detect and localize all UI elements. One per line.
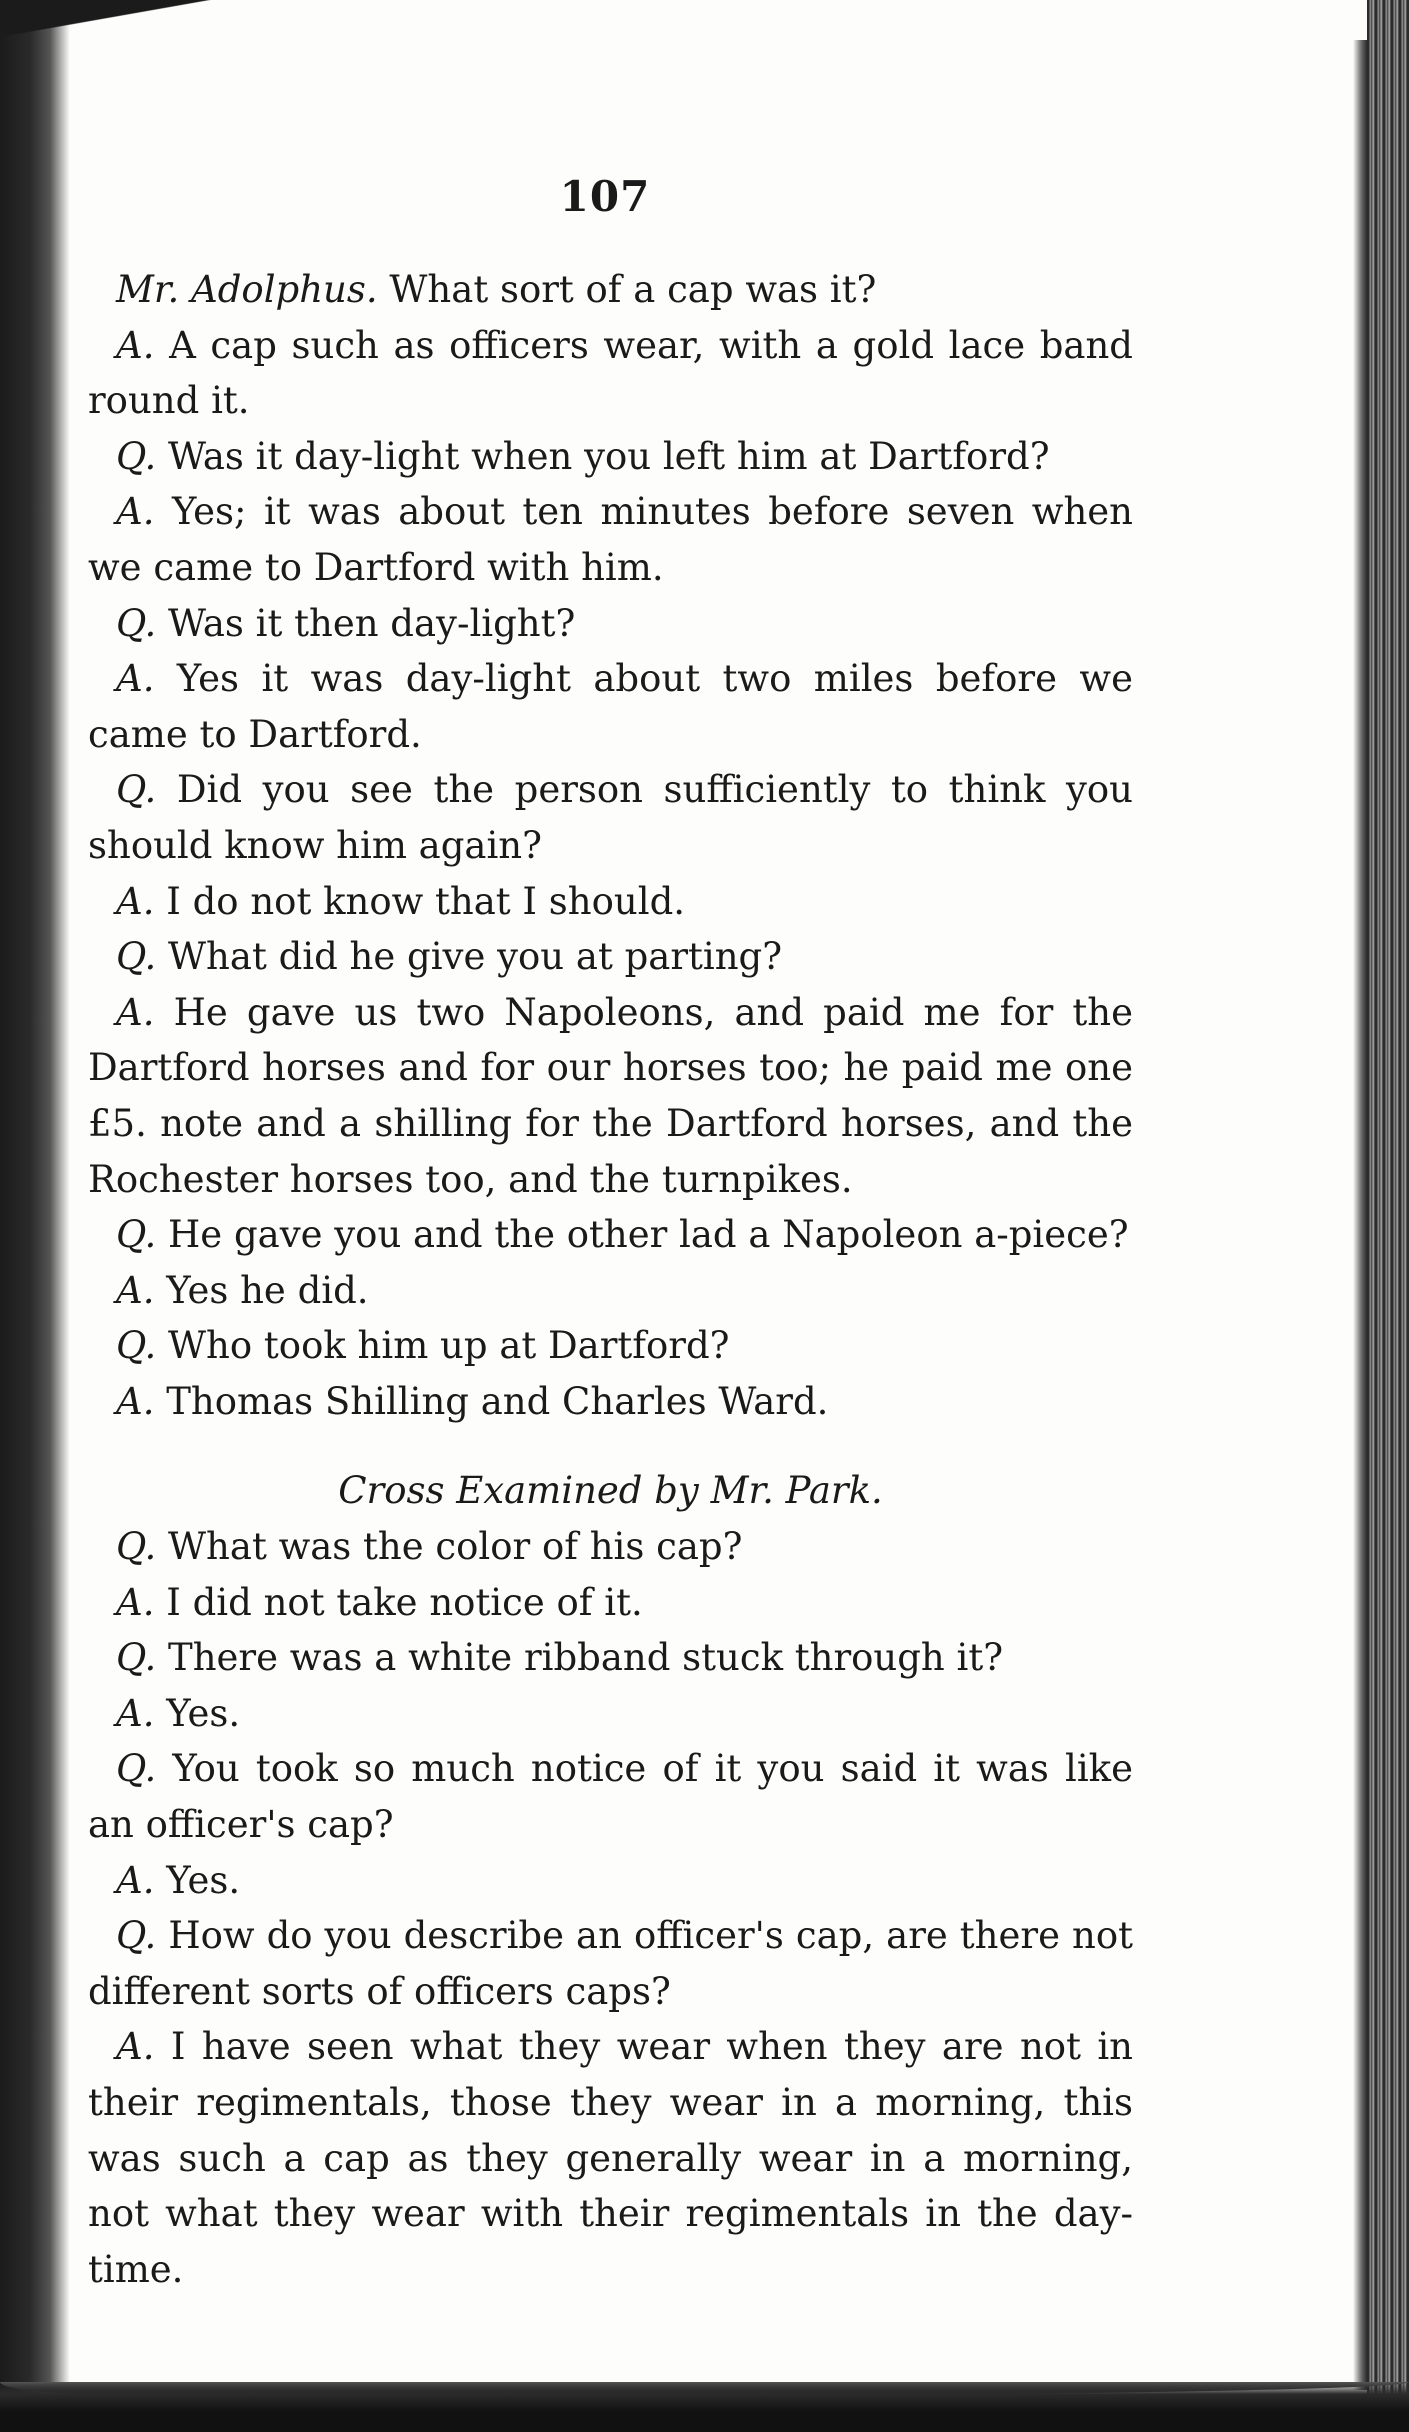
paragraph-text: Was it day-light when you left him at Dartford?: [168, 434, 1050, 478]
testimony-paragraph: [88, 1318, 1133, 1374]
testimony-paragraph: [88, 1519, 1133, 1575]
binding-shadow-left: [0, 0, 70, 2432]
speaker-label: Q.: [116, 935, 157, 979]
testimony-paragraph: [88, 429, 1133, 485]
speaker-label: A.: [116, 879, 155, 923]
paragraph-text: There was a white ribband stuck through it?: [168, 1636, 1004, 1680]
speaker-label: Q.: [116, 1213, 157, 1257]
testimony-paragraph: [88, 651, 1133, 762]
speaker-label: Q.: [116, 1324, 157, 1368]
speaker-label: A.: [116, 1268, 155, 1312]
paragraph-text: Thomas Shilling and Charles Ward.: [166, 1379, 829, 1423]
testimony-paragraph: [88, 484, 1133, 595]
paragraph-text: Was it then day-light?: [168, 601, 576, 645]
paragraph-text: I have seen what they wear when they are not in their regimentals, those they wear in a morning, this was such a cap as they generally wear in a morning, not what they wear with their regimentals in the day-time.: [88, 2025, 1133, 2291]
testimony-paragraph: [88, 1207, 1133, 1263]
testimony-paragraph: [88, 1263, 1133, 1319]
speaker-label: Q.: [116, 1636, 157, 1680]
speaker-label: A.: [116, 1691, 155, 1735]
paragraph-text: Yes; it was about ten minutes before seven when we came to Dartford with him.: [88, 490, 1133, 589]
paragraph-text: A cap such as officers wear, with a gold lace band round it.: [88, 323, 1133, 423]
testimony-paragraph: [88, 929, 1133, 985]
testimony-paragraph: [88, 1575, 1133, 1631]
paragraph-text: He gave you and the other lad a Napoleon a-piece?: [168, 1213, 1129, 1257]
speaker-label: A.: [116, 1858, 155, 1902]
speaker-label: Q.: [116, 1747, 157, 1791]
testimony-paragraph: [88, 762, 1133, 873]
page-edge-bottom: [0, 2342, 1409, 2432]
testimony-paragraph: [88, 596, 1133, 652]
page-edges-right: [1367, 0, 1409, 2432]
paragraph-text: Yes it was day-light about two miles before we came to Dartford.: [88, 657, 1133, 756]
speaker-label: Q.: [116, 768, 157, 812]
paragraph-text: You took so much notice of it you said it was like an officer's cap?: [88, 1747, 1133, 1847]
testimony-paragraph: [88, 1741, 1133, 1852]
page-text: [88, 262, 1133, 2297]
speaker-label: Q.: [116, 601, 157, 645]
page-number: 107: [559, 172, 651, 221]
speaker-label: Q.: [116, 434, 157, 478]
speaker-label: A.: [116, 323, 155, 367]
paragraph-text: Did you see the person sufficiently to think you should know him again?: [88, 768, 1133, 867]
paragraph-text: I did not take notice of it.: [166, 1580, 643, 1624]
testimony-before: [88, 262, 1133, 1429]
page-edge-shadow: [1353, 40, 1367, 2390]
paragraph-text: Yes.: [166, 1691, 241, 1735]
testimony-paragraph: [88, 1630, 1133, 1686]
paragraph-text: Yes he did.: [166, 1268, 369, 1312]
testimony-after: [88, 1519, 1133, 2297]
speaker-label: Mr. Adolphus.: [116, 268, 378, 311]
paragraph-text: He gave us two Napoleons, and paid me for the Dartford horses and for our horses too; he paid me one £5. note and a shilling for the Dartford horses, and the Rochester horses too, and the turnpikes.: [88, 990, 1133, 1201]
paragraph-text: I do not know that I should.: [166, 879, 686, 923]
paragraph-text: Yes.: [166, 1858, 241, 1902]
testimony-paragraph: [88, 318, 1133, 429]
paragraph-text: What did he give you at parting?: [168, 935, 783, 979]
testimony-paragraph: [88, 1908, 1133, 2019]
testimony-paragraph: [88, 874, 1133, 930]
testimony-paragraph: [88, 1686, 1133, 1742]
testimony-paragraph: [88, 262, 1133, 318]
page-corner-shadow: [0, 0, 250, 60]
speaker-label: A.: [116, 657, 155, 701]
section-heading: Cross Examined by Mr. Park.: [338, 1469, 883, 1513]
speaker-label: A.: [116, 490, 155, 534]
speaker-label: Q.: [116, 1525, 157, 1569]
speaker-label: A.: [116, 990, 155, 1034]
testimony-paragraph: [88, 1374, 1133, 1430]
testimony-paragraph: [88, 2019, 1133, 2297]
speaker-label: A.: [116, 1580, 155, 1624]
testimony-paragraph: [88, 1853, 1133, 1909]
paragraph-text: Who took him up at Dartford?: [168, 1324, 730, 1368]
paragraph-text: What sort of a cap was it?: [389, 268, 877, 311]
testimony-paragraph: [88, 985, 1133, 1207]
speaker-label: A.: [116, 1379, 155, 1423]
speaker-label: A.: [116, 2025, 155, 2069]
speaker-label: Q.: [116, 1914, 157, 1958]
paragraph-text: What was the color of his cap?: [168, 1525, 743, 1569]
paragraph-text: How do you describe an officer's cap, are there not different sorts of officers caps?: [88, 1914, 1134, 2013]
